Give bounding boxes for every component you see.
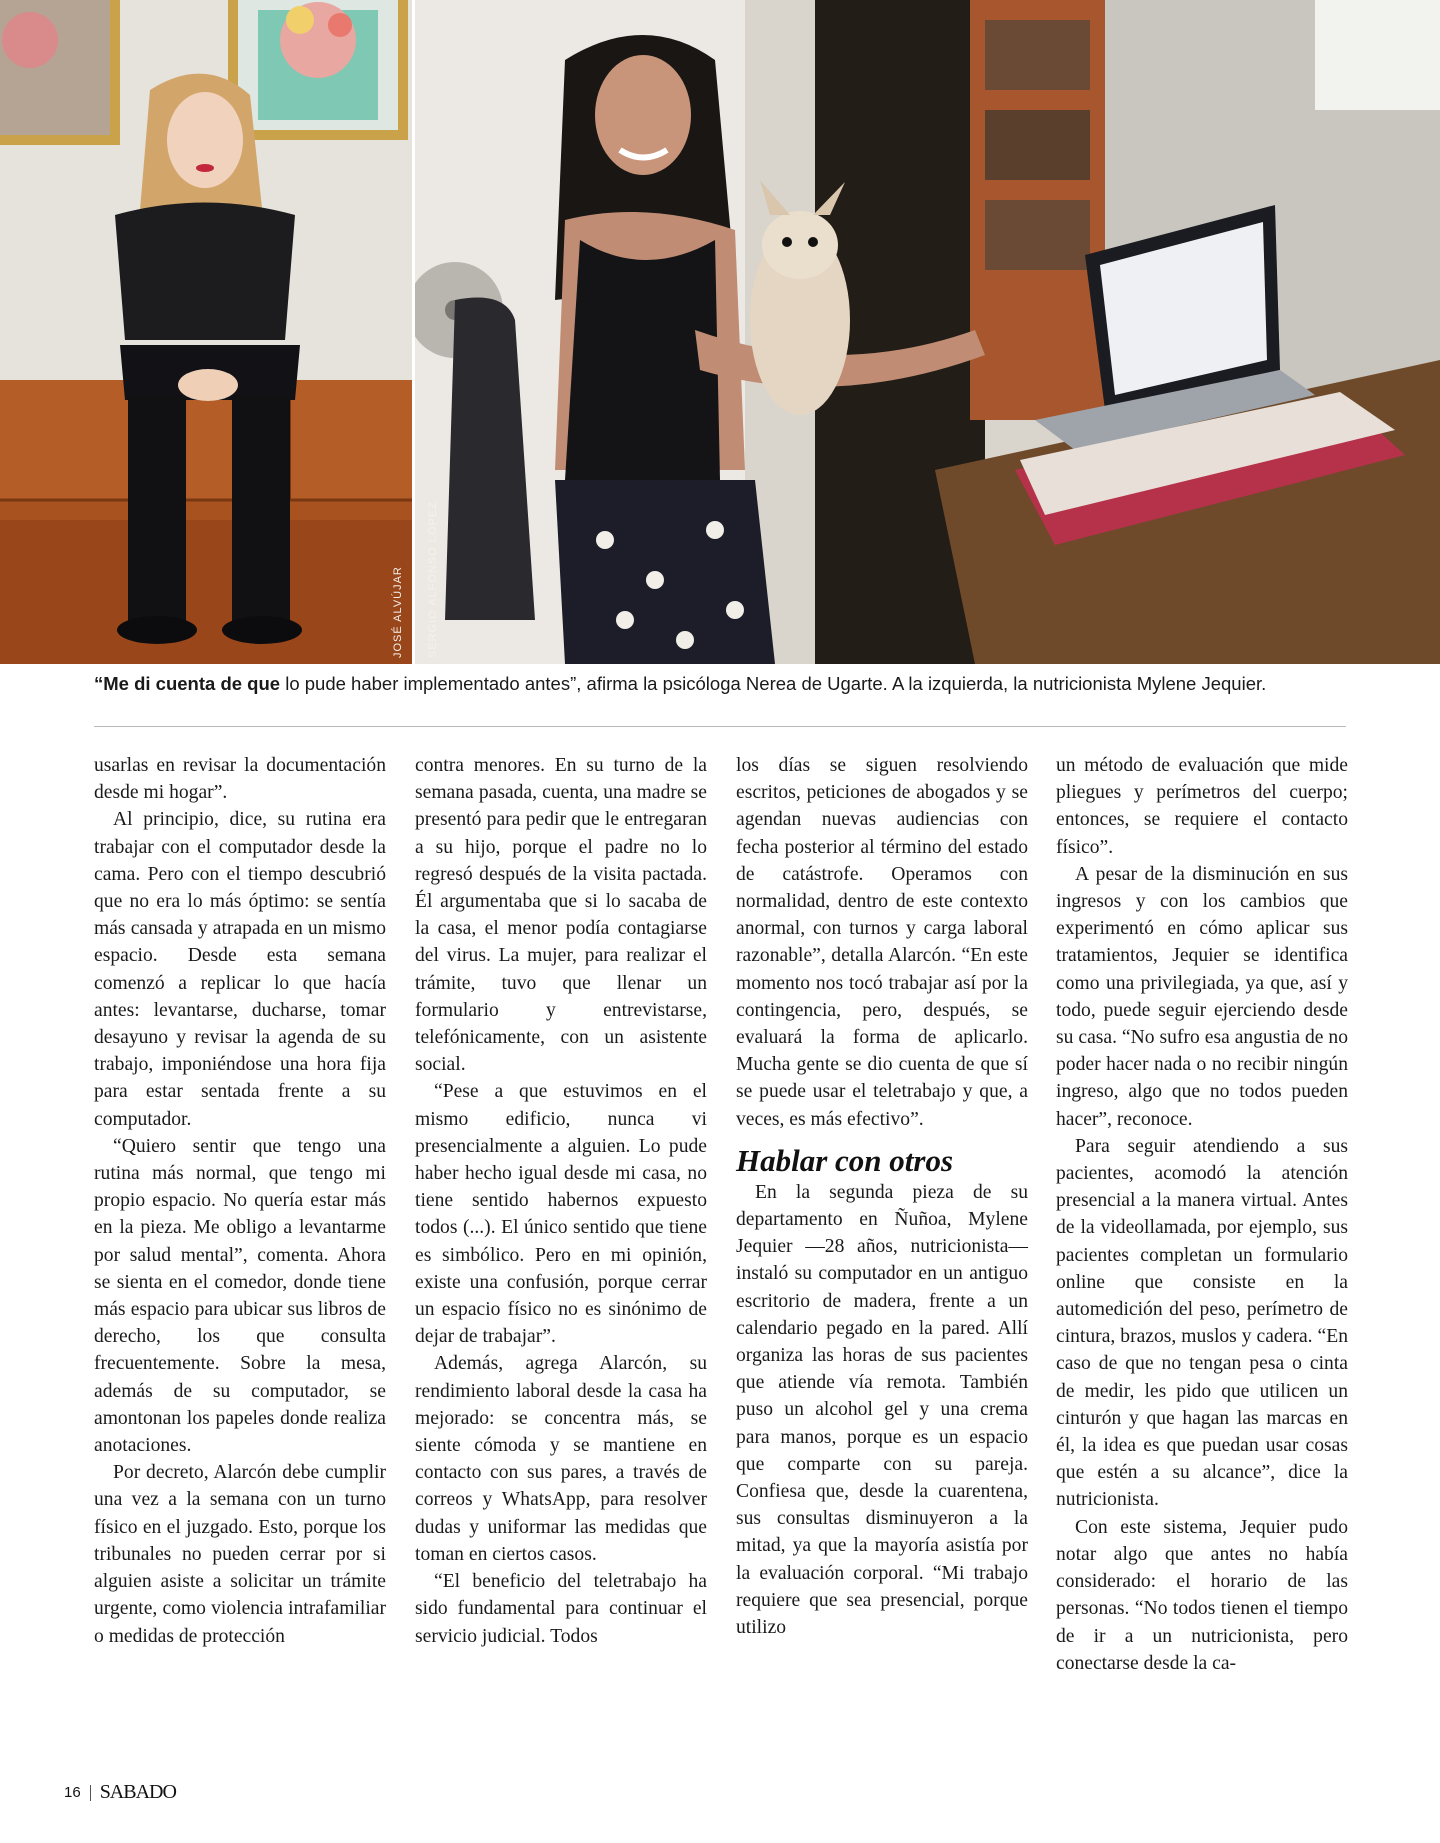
caption-divider <box>94 726 1346 727</box>
paragraph: contra menores. En su turno de la semana pasada, cuenta, una madre se presentó para pedir que le entregaran a su hijo, porque el padre no lo regresó después de la visita pactada. Él argumentaba que si lo sacaba de la casa, el menor podía contagiarse del virus. La mujer, para realizar el trámite, tuvo que llenar un formulario y entrevistarse, telefónicamente, con un asistente social. <box>415 755 707 1076</box>
caption-text: lo pude haber implementado antes”, afirma la psicóloga Nerea de Ugarte. A la izquierda, la nutricionista Mylene Jequier. <box>280 673 1267 694</box>
paragraph: Además, agrega Alarcón, su rendimiento laboral desde la casa ha mejorado: se concentra más, se siente cómoda y se mantiene en contacto con sus pares, a través de correos y WhatsApp, para resolver dudas y uniformar las medidas que toman en ciertos casos. <box>415 1353 707 1565</box>
paragraph: En la segunda pieza de su departamento en Ñuñoa, Mylene Jequier —28 años, nutricionista— instaló su computador en un antiguo escritorio de madera, frente a un calendario pegado en la pared. Allí organiza las horas de sus pacientes que atiende vía remota. También puso un alcohol gel y una crema para manos, porque es un espacio que comparte con su pareja. Confiesa que, desde la cuarentena, sus consultas disminuyeron a la mitad, ya que la mayoría asistía por la evaluación corporal. “Mi trabajo requiere que sea presencial, porque utilizo <box>736 1181 1028 1639</box>
paragraph: Al principio, dice, su rutina era trabajar con el computador desde la cama. Pero con el tiempo descubrió que no era lo más óptimo: se sentía más cansada y atrapada en un mismo espacio. Desde esta semana comenzó a replicar lo que hacía antes: levantarse, ducharse, tomar desayuno y revisar la agenda de su trabajo, imponiéndose una hora fija para estar sentada frente a su computador. <box>94 809 386 1130</box>
caption-lead: “Me di cuenta de que <box>94 673 281 694</box>
paragraph: Para seguir atendiendo a sus pacientes, acomodó la atención presencial a la manera virtual. Antes de la videollamada, por ejemplo, sus pacientes completan un formulario online que consiste en la automedición del peso, perímetro de cintura, brazos, muslos y cadera. “En caso de que no tengan pesa o cinta de medir, les pido que utilicen un cinturón y que hagan las marcas en él, la idea es que puedan usar cosas que estén a su alcance”, dice la nutricionista. <box>1056 1135 1348 1511</box>
magazine-name: SABADO <box>99 1781 176 1803</box>
photo-psychologist <box>415 0 1440 664</box>
article-column-2 <box>415 752 707 1650</box>
paragraph: “El beneficio del teletrabajo ha sido fundamental para continuar el servicio judicial. Todos <box>415 1571 707 1647</box>
photo-left-illustration <box>0 0 412 664</box>
article-column-4 <box>1056 752 1348 1677</box>
paragraph: los días se siguen resolviendo escritos, peticiones de abogados y se agendan nuevas audiencias con fecha posterior al término del estado de catástrofe. Operamos con normalidad, dentro de este contexto anormal, con turnos y carga laboral razonable”, detalla Alarcón. “En este momento nos tocó trabajar así por la contingencia, pero, después, se evaluará la forma de aplicarlo. Mucha gente se dio cuenta de que sí se puede usar el teletrabajo y que, a veces, es más efectivo”. <box>736 755 1028 1130</box>
page-number: 16 <box>64 1784 81 1801</box>
photo-caption <box>94 671 1344 696</box>
article-column-3 <box>736 752 1028 1641</box>
page-footer <box>64 1781 176 1804</box>
paragraph: un método de evaluación que mide pliegues y perímetros del cuerpo; entonces, se requiere el contacto físico”. <box>1056 755 1348 858</box>
photo-right-illustration <box>415 0 1440 664</box>
footer-divider <box>90 1785 91 1801</box>
paragraph: “Quiero sentir que tengo una rutina más normal, que tengo mi propio espacio. No quería estar más en la pieza. Me obligo a levantarme por salud mental”, comenta. Ahora se sienta en el comedor, donde tiene más espacio para ubicar sus libros de derecho, los que consulta frecuentemente. Sobre la mesa, además de su computador, se amontonan los papeles donde realiza anotaciones. <box>94 1135 386 1457</box>
photo-credit-right: SERGIO ALFONSO LÓPEZ <box>427 501 439 658</box>
section-subhead: Hablar con otros <box>736 1142 954 1178</box>
photo-credit-left: JOSÉ ALVÚJAR <box>392 566 404 658</box>
paragraph: Por decreto, Alarcón debe cumplir una vez a la semana con un turno físico en el juzgado. Esto, porque los tribunales no pueden cerrar por si alguien asiste a solicitar un trámite urgente, como violencia intrafamiliar o medidas de protección <box>94 1462 386 1647</box>
photo-nutritionist <box>0 0 412 664</box>
paragraph: usarlas en revisar la documentación desde mi hogar”. <box>94 755 386 804</box>
article-column-1 <box>94 752 386 1650</box>
paragraph: “Pese a que estuvimos en el mismo edificio, nunca vi presencialmente a alguien. Lo pude haber hecho igual desde mi casa, no tiene sentido habernos expuesto todos (...). El único sentido que tiene es simbólico. Pero en mi opinión, existe una confusión, porque cerrar un espacio físico no es sinónimo de dejar de trabajar”. <box>415 1081 707 1348</box>
paragraph: A pesar de la disminución en sus ingresos y con los cambios que experimentó en cómo aplicar sus tratamientos, Jequier se identifica como una privilegiada, ya que, así y todo, puede seguir ejerciendo desde su casa. “No sufro esa angustia de no poder hacer nada o no recibir ningún ingreso, algo que no todos pueden hacer”, reconoce. <box>1056 863 1348 1130</box>
paragraph: Con este sistema, Jequier pudo notar algo que antes no había considerado: el horario de las personas. “No todos tienen el tiempo de ir a un nutricionista, pero conectarse desde la ca- <box>1056 1516 1348 1674</box>
